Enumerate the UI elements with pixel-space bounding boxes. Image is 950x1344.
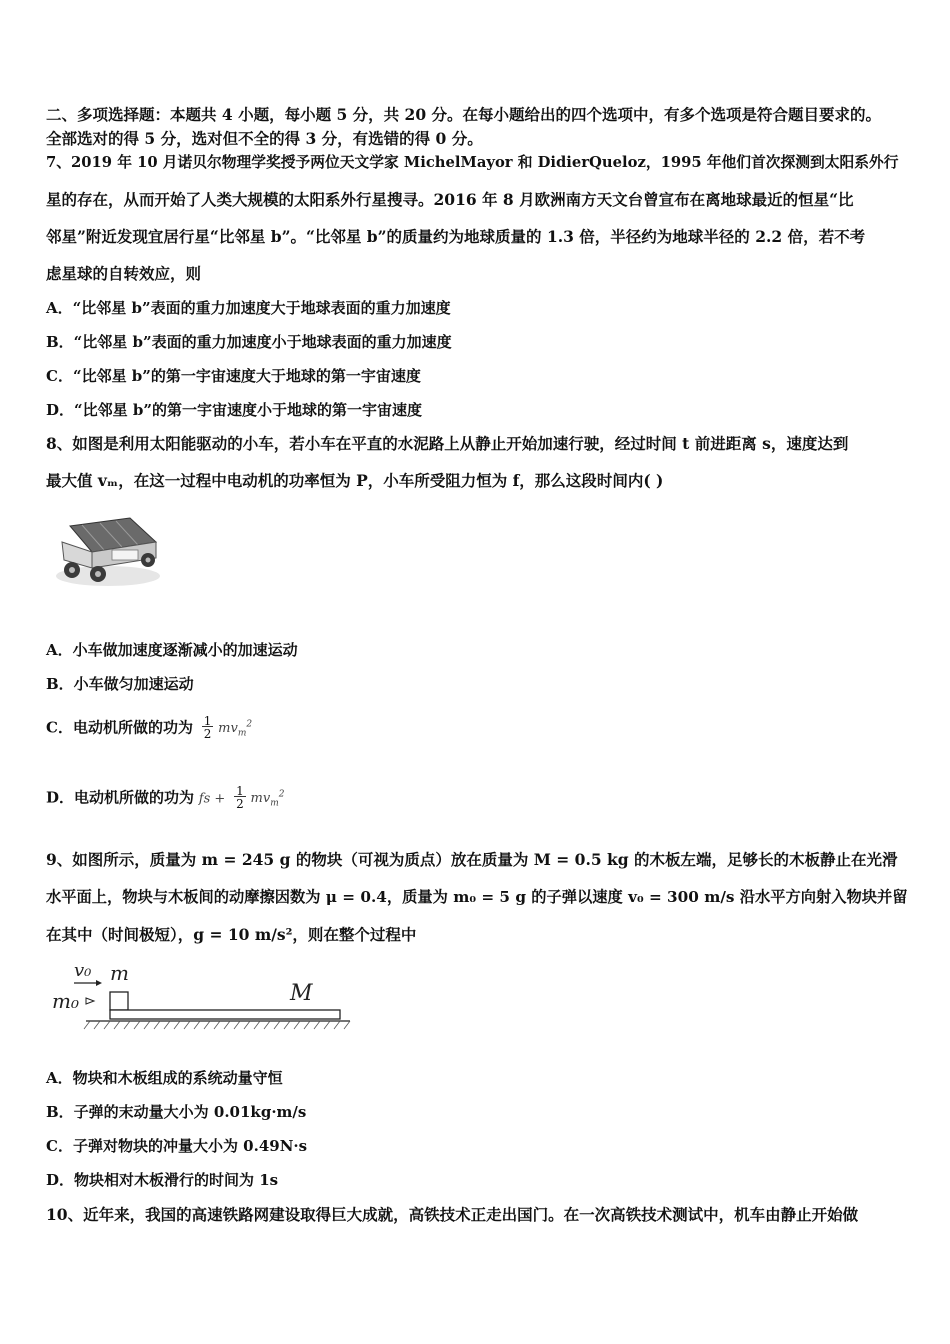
q9-option-c: C．子弹对物块的冲量大小为 0.49N·s [46,1137,308,1155]
q8-c-sup: 2 [246,720,253,730]
bullet-icon [86,998,94,1004]
q8-d-numerator: 1 [236,784,244,799]
label-M: M [290,981,313,1006]
q8-c-denominator: 2 [203,727,212,742]
block-m [110,992,128,1010]
q8-c-expression [218,720,253,739]
q9-option-b: B．子弹的末动量大小为 0.01kg·m/s [46,1103,307,1121]
ground-hatching [84,1021,350,1029]
q9-option-a: A．物块和木板组成的系统动量守恒 [46,1069,283,1087]
solar-car-figure [52,512,164,590]
q7-option-c: C．“比邻星 b”的第一宇宙速度大于地球的第一宇宙速度 [46,367,421,385]
bullet-block-board-figure [50,958,356,1038]
q10-line-1: 10、近年来，我国的高速铁路网建设取得巨大成就，高铁技术正走出国门。在一次高铁技术测试中，机车由静止开始做 [46,1205,859,1224]
section-header-line-1: 二、多项选择题：本题共 4 小题，每小题 5 分，共 20 分。在每小题给出的四个选项中，有多个选项是符合题目要求的。 [46,105,882,124]
q7-line-1: 7、2019 年 10 月诺贝尔物理学奖授予两位天文学家 MichelMayor 和 DidierQueloz，1995 年他们首次探测到太阳系外行 [46,154,899,171]
q7-option-b: B．“比邻星 b”表面的重力加速度小于地球表面的重力加速度 [46,333,452,351]
q8-option-c-row [46,714,252,745]
q9-option-d: D．物块相对木板滑行的时间为 1s [46,1171,279,1189]
label-v0: v₀ [74,960,92,981]
q7-line-4: 虑星球的自转效应，则 [46,264,202,283]
q7-line-3: 邻星”附近发现宜居行星“比邻星 b”。“比邻星 b”的质量约为地球质量的 1.3 倍，半径约为地球半径的 2.2 倍，若不考 [46,227,866,246]
q8-d-denominator: 2 [236,797,244,812]
q8-d-prefix: fs + [198,791,226,807]
q8-d-sup: 2 [278,790,285,800]
q8-option-a: A．小车做加速度逐渐减小的加速运动 [46,641,298,659]
section-header-line-2: 全部选对的得 5 分，选对但不全的得 3 分，有选错的得 0 分。 [46,129,483,148]
q8-option-d: D．电动机所做的功为 [46,788,195,807]
q9-line-2: 水平面上，物块与木板间的动摩擦因数为 μ = 0.4，质量为 m₀ = 5 g 的子弹以速度 v₀ = 300 m/s 沿水平方向射入物块并留 [46,888,908,906]
q7-line-2: 星的存在，从而开始了人类大规模的太阳系外行星搜寻。2016 年 8 月欧洲南方天文台曾宣布在离地球最近的恒星“比 [46,190,854,209]
q8-option-b: B．小车做匀加速运动 [46,675,194,693]
q8-c-sub: m [237,728,247,739]
q8-option-d-row [46,784,284,815]
label-m: m [110,961,129,985]
q8-option-d-fraction [234,785,246,811]
q8-line-2: 最大值 vₘ，在这一过程中电动机的功率恒为 P，小车所受阻力恒为 f，那么这段时间内( ) [46,471,664,490]
q8-d-expr: mv [250,791,271,807]
q8-c-numerator: 1 [203,714,212,729]
q9-line-1: 9、如图所示，质量为 m = 245 g 的物块（可视为质点）放在质量为 M = 0.5 kg 的木板左端，足够长的木板静止在光滑 [46,850,898,869]
q8-option-c-fraction [202,715,214,741]
q9-line-3: 在其中（时间极短），g = 10 m/s²，则在整个过程中 [46,925,417,944]
q8-line-1: 8、如图是利用太阳能驱动的小车，若小车在平直的水泥路上从静止开始加速行驶，经过时间 t 前进距离 s，速度达到 [46,434,849,453]
q8-d-sub: m [270,798,279,809]
q8-d-expression [250,790,285,809]
q7-option-d: D．“比邻星 b”的第一宇宙速度小于地球的第一宇宙速度 [46,401,422,419]
board-M [110,1010,340,1019]
label-m0: m₀ [52,989,79,1013]
q7-option-a: A．“比邻星 b”表面的重力加速度大于地球表面的重力加速度 [46,299,451,317]
q8-c-expr: mv [218,721,238,737]
q8-option-c: C．电动机所做的功为 [46,718,193,737]
